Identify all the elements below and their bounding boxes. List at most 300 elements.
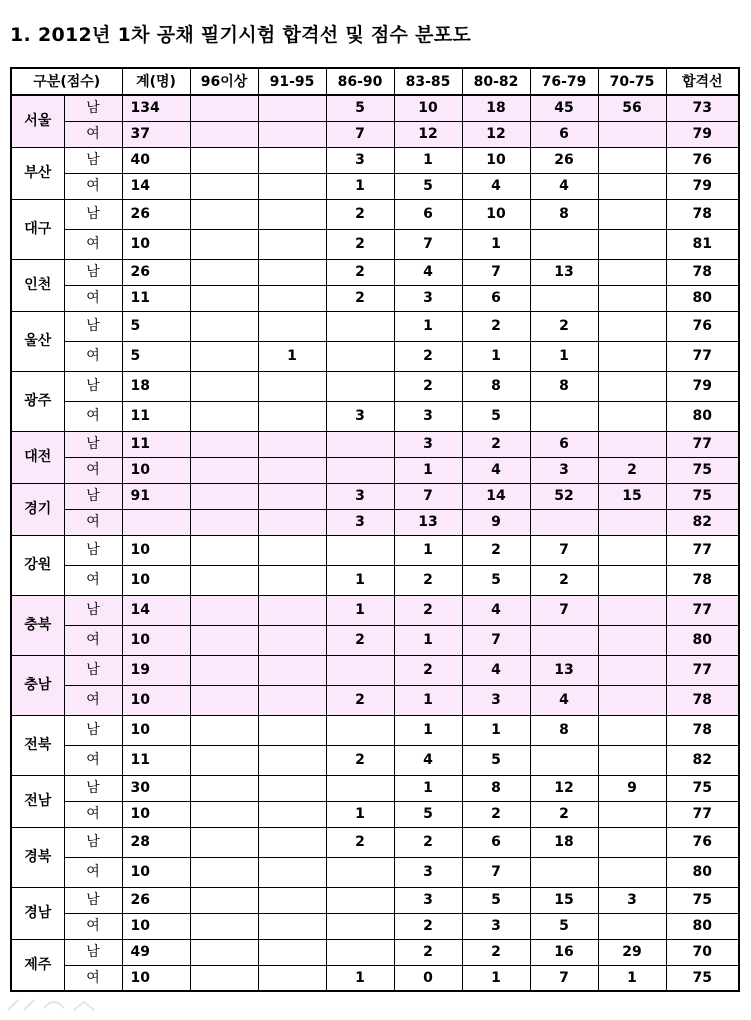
score-count-cell: 7 [530,965,598,991]
score-count-cell: 1 [462,229,530,259]
region-name: 전남 [11,775,64,827]
score-count-cell: 1 [394,715,462,745]
cutoff-cell: 75 [666,965,739,991]
score-count-cell [190,229,258,259]
table-row [11,147,739,173]
score-count-cell: 6 [394,199,462,229]
score-count-cell: 1 [326,565,394,595]
table-body [11,95,739,991]
score-count-cell: 1 [394,457,462,483]
score-count-cell: 2 [394,595,462,625]
score-count-cell [598,121,666,147]
score-count-cell [258,229,326,259]
score-count-cell: 3 [394,857,462,887]
cutoff-cell: 73 [666,95,739,121]
total-count-cell: 10 [122,229,190,259]
score-count-cell [326,535,394,565]
score-count-cell [190,625,258,655]
score-count-cell: 2 [394,341,462,371]
table-row [11,483,739,509]
score-count-cell [258,535,326,565]
score-count-cell [258,121,326,147]
sex-label: 여 [64,509,122,535]
header-76-79: 76-79 [530,68,598,95]
score-count-cell: 45 [530,95,598,121]
region-name: 부산 [11,147,64,199]
total-count-cell: 10 [122,535,190,565]
region-name: 서울 [11,95,64,147]
region-name: 대전 [11,431,64,483]
score-count-cell [190,483,258,509]
table-row [11,457,739,483]
score-count-cell [258,431,326,457]
score-count-cell: 3 [530,457,598,483]
table-row [11,535,739,565]
score-count-cell: 2 [462,431,530,457]
score-count-cell [258,285,326,311]
sex-label: 남 [64,199,122,229]
score-count-cell: 12 [462,121,530,147]
cutoff-cell: 80 [666,401,739,431]
cutoff-cell: 75 [666,887,739,913]
total-count-cell: 10 [122,565,190,595]
table-row [11,595,739,625]
score-count-cell [598,311,666,341]
score-count-cell: 26 [530,147,598,173]
score-count-cell: 6 [530,121,598,147]
sex-label: 여 [64,965,122,991]
score-count-cell: 2 [326,827,394,857]
sex-label: 여 [64,341,122,371]
score-count-cell: 7 [462,259,530,285]
score-count-cell: 3 [462,685,530,715]
score-count-cell: 2 [394,827,462,857]
cutoff-cell: 78 [666,199,739,229]
score-count-cell: 1 [258,341,326,371]
score-count-cell [258,371,326,401]
score-count-cell [190,535,258,565]
score-count-cell: 2 [394,371,462,401]
score-count-cell [258,965,326,991]
score-count-cell [258,887,326,913]
total-count-cell: 40 [122,147,190,173]
table-row [11,431,739,457]
cutoff-cell: 75 [666,483,739,509]
score-count-cell: 18 [530,827,598,857]
score-count-cell: 5 [326,95,394,121]
sex-label: 남 [64,311,122,341]
score-count-cell: 1 [326,965,394,991]
score-count-cell: 15 [598,483,666,509]
score-count-cell [326,857,394,887]
score-count-cell: 2 [530,311,598,341]
cutoff-cell: 79 [666,371,739,401]
score-count-cell: 0 [394,965,462,991]
total-count-cell: 10 [122,857,190,887]
cutoff-cell: 78 [666,715,739,745]
region-name: 경남 [11,887,64,939]
cutoff-cell: 79 [666,173,739,199]
sex-label: 남 [64,431,122,457]
score-count-cell: 8 [530,371,598,401]
header-70-75: 70-75 [598,68,666,95]
score-count-cell [258,625,326,655]
score-count-cell [598,745,666,775]
score-count-cell: 3 [598,887,666,913]
score-count-cell: 16 [530,939,598,965]
score-count-cell [530,745,598,775]
region-name: 울산 [11,311,64,371]
total-count-cell: 14 [122,173,190,199]
table-row [11,341,739,371]
score-count-cell [190,121,258,147]
score-count-cell [530,401,598,431]
score-count-cell [326,431,394,457]
score-count-cell [598,509,666,535]
score-count-cell: 6 [530,431,598,457]
score-count-cell [190,913,258,939]
table-row [11,95,739,121]
score-count-cell: 1 [394,685,462,715]
score-count-cell: 2 [326,259,394,285]
table-row [11,311,739,341]
score-count-cell [326,655,394,685]
score-count-cell [598,341,666,371]
score-count-cell: 1 [394,775,462,801]
score-count-cell: 4 [462,457,530,483]
score-count-cell [598,685,666,715]
score-count-cell [190,745,258,775]
score-count-cell: 4 [394,745,462,775]
sex-label: 남 [64,371,122,401]
score-count-cell: 8 [530,199,598,229]
score-count-cell: 3 [326,147,394,173]
score-count-cell: 52 [530,483,598,509]
score-count-cell [190,371,258,401]
score-count-cell: 1 [394,625,462,655]
score-count-cell: 13 [530,259,598,285]
cutoff-cell: 80 [666,625,739,655]
total-count-cell: 10 [122,625,190,655]
score-count-cell: 7 [530,595,598,625]
sex-label: 여 [64,685,122,715]
score-count-cell [190,457,258,483]
score-count-cell: 1 [394,535,462,565]
score-count-cell: 13 [394,509,462,535]
score-count-cell: 2 [530,801,598,827]
sex-label: 여 [64,285,122,311]
table-row [11,715,739,745]
score-count-cell [258,939,326,965]
header-96-plus: 96이상 [190,68,258,95]
table-row [11,655,739,685]
table-row [11,913,739,939]
score-count-cell: 2 [326,199,394,229]
header-83-85: 83-85 [394,68,462,95]
score-count-cell [598,827,666,857]
region-name: 제주 [11,939,64,991]
sex-label: 여 [64,401,122,431]
cutoff-cell: 77 [666,595,739,625]
score-count-cell [258,509,326,535]
score-count-cell: 2 [530,565,598,595]
score-count-cell [530,509,598,535]
total-count-cell: 134 [122,95,190,121]
total-count-cell: 49 [122,939,190,965]
header-total: 계(명) [122,68,190,95]
score-count-cell [190,715,258,745]
table-row [11,775,739,801]
sex-label: 여 [64,625,122,655]
region-name: 인천 [11,259,64,311]
score-count-cell: 5 [462,565,530,595]
score-count-cell: 13 [530,655,598,685]
score-count-cell [598,595,666,625]
score-distribution-table [10,67,740,992]
header-category: 구분(점수) [11,68,122,95]
sex-label: 남 [64,939,122,965]
score-count-cell: 2 [462,801,530,827]
table-row [11,685,739,715]
total-count-cell: 10 [122,457,190,483]
region-name: 충북 [11,595,64,655]
cutoff-cell: 70 [666,939,739,965]
score-count-cell: 2 [394,913,462,939]
score-count-cell [190,685,258,715]
cutoff-cell: 75 [666,775,739,801]
score-count-cell [598,173,666,199]
sex-label: 여 [64,857,122,887]
score-count-cell [598,229,666,259]
cutoff-cell: 81 [666,229,739,259]
score-count-cell: 5 [462,401,530,431]
table-row [11,625,739,655]
score-count-cell: 6 [462,285,530,311]
sex-label: 여 [64,229,122,259]
score-count-cell: 1 [462,965,530,991]
score-count-cell [258,199,326,229]
score-count-cell: 3 [394,401,462,431]
score-count-cell: 1 [598,965,666,991]
score-count-cell [258,95,326,121]
sex-label: 남 [64,775,122,801]
score-count-cell [190,509,258,535]
score-count-cell: 9 [462,509,530,535]
score-count-cell: 2 [598,457,666,483]
table-row [11,199,739,229]
cutoff-cell: 80 [666,913,739,939]
table-row [11,939,739,965]
score-count-cell: 8 [462,371,530,401]
score-count-cell: 2 [326,625,394,655]
score-count-cell: 7 [326,121,394,147]
score-count-cell [190,827,258,857]
region-name: 대구 [11,199,64,259]
table-row [11,827,739,857]
score-count-cell: 1 [462,341,530,371]
cutoff-cell: 77 [666,431,739,457]
sex-label: 남 [64,483,122,509]
header-91-95: 91-95 [258,68,326,95]
sex-label: 남 [64,95,122,121]
table-row [11,965,739,991]
score-count-cell [258,827,326,857]
total-count-cell: 11 [122,285,190,311]
cutoff-cell: 82 [666,745,739,775]
total-count-cell: 26 [122,199,190,229]
table-row [11,285,739,311]
score-count-cell [598,655,666,685]
score-count-cell: 18 [462,95,530,121]
total-count-cell: 11 [122,431,190,457]
score-count-cell: 7 [394,483,462,509]
region-name: 전북 [11,715,64,775]
total-count-cell: 10 [122,913,190,939]
score-count-cell [598,625,666,655]
total-count-cell: 37 [122,121,190,147]
score-count-cell [530,625,598,655]
score-count-cell [598,431,666,457]
table-row [11,565,739,595]
score-count-cell: 2 [394,565,462,595]
cutoff-cell: 82 [666,509,739,535]
total-count-cell: 10 [122,801,190,827]
score-count-cell: 1 [394,311,462,341]
score-count-cell [598,371,666,401]
score-count-cell [598,565,666,595]
cutoff-cell: 78 [666,259,739,285]
score-count-cell: 3 [394,431,462,457]
score-count-cell: 1 [326,801,394,827]
score-count-cell [258,685,326,715]
score-count-cell [326,775,394,801]
score-count-cell [190,565,258,595]
sex-label: 여 [64,173,122,199]
score-count-cell [326,371,394,401]
cutoff-cell: 76 [666,827,739,857]
score-count-cell [598,801,666,827]
total-count-cell: 11 [122,745,190,775]
cutoff-cell: 80 [666,285,739,311]
score-count-cell [190,801,258,827]
header-row [11,68,739,95]
score-count-cell: 4 [394,259,462,285]
cutoff-cell: 78 [666,565,739,595]
score-count-cell: 4 [530,173,598,199]
score-count-cell [190,655,258,685]
score-count-cell: 7 [462,625,530,655]
table-row [11,401,739,431]
total-count-cell: 26 [122,259,190,285]
cutoff-cell: 77 [666,655,739,685]
score-count-cell: 1 [462,715,530,745]
score-count-cell: 7 [462,857,530,887]
score-count-cell [190,401,258,431]
score-count-cell: 2 [326,229,394,259]
region-name: 강원 [11,535,64,595]
score-count-cell [326,913,394,939]
total-count-cell: 10 [122,685,190,715]
score-count-cell [326,715,394,745]
header-80-82: 80-82 [462,68,530,95]
region-name: 경기 [11,483,64,535]
score-count-cell [258,311,326,341]
cutoff-cell: 77 [666,535,739,565]
score-count-cell: 1 [326,173,394,199]
table-row [11,259,739,285]
score-count-cell: 1 [394,147,462,173]
score-count-cell: 5 [530,913,598,939]
watermark-decoration [4,990,134,1014]
score-count-cell [258,457,326,483]
score-count-cell: 4 [462,595,530,625]
sex-label: 남 [64,259,122,285]
score-count-cell [258,147,326,173]
score-count-cell: 4 [530,685,598,715]
score-count-cell [530,285,598,311]
score-count-cell: 2 [462,535,530,565]
total-count-cell: 30 [122,775,190,801]
score-count-cell [598,535,666,565]
score-count-cell: 8 [530,715,598,745]
score-count-cell: 3 [394,285,462,311]
score-count-cell [530,857,598,887]
score-count-cell [598,715,666,745]
sex-label: 남 [64,715,122,745]
sex-label: 남 [64,887,122,913]
table-row [11,887,739,913]
score-count-cell [190,311,258,341]
score-count-cell [258,595,326,625]
score-count-cell: 2 [326,285,394,311]
table-row [11,857,739,887]
score-count-cell [258,655,326,685]
cutoff-cell: 76 [666,147,739,173]
score-count-cell: 10 [394,95,462,121]
total-count-cell: 5 [122,311,190,341]
score-count-cell [190,595,258,625]
score-count-cell: 3 [462,913,530,939]
score-count-cell: 10 [462,199,530,229]
cutoff-cell: 75 [666,457,739,483]
score-count-cell [598,259,666,285]
score-count-cell [258,775,326,801]
score-count-cell [190,965,258,991]
total-count-cell: 14 [122,595,190,625]
score-count-cell [258,801,326,827]
region-name: 충남 [11,655,64,715]
score-count-cell [258,745,326,775]
sex-label: 여 [64,457,122,483]
sex-label: 남 [64,147,122,173]
score-count-cell: 2 [326,745,394,775]
score-count-cell: 12 [530,775,598,801]
score-count-cell: 8 [462,775,530,801]
score-count-cell: 2 [394,655,462,685]
score-count-cell [190,147,258,173]
sex-label: 남 [64,655,122,685]
score-count-cell [598,913,666,939]
table-row [11,229,739,259]
score-count-cell: 29 [598,939,666,965]
total-count-cell [122,509,190,535]
sex-label: 남 [64,595,122,625]
score-count-cell: 2 [462,939,530,965]
score-count-cell: 2 [394,939,462,965]
score-count-cell [326,887,394,913]
table-row [11,173,739,199]
score-count-cell [190,341,258,371]
